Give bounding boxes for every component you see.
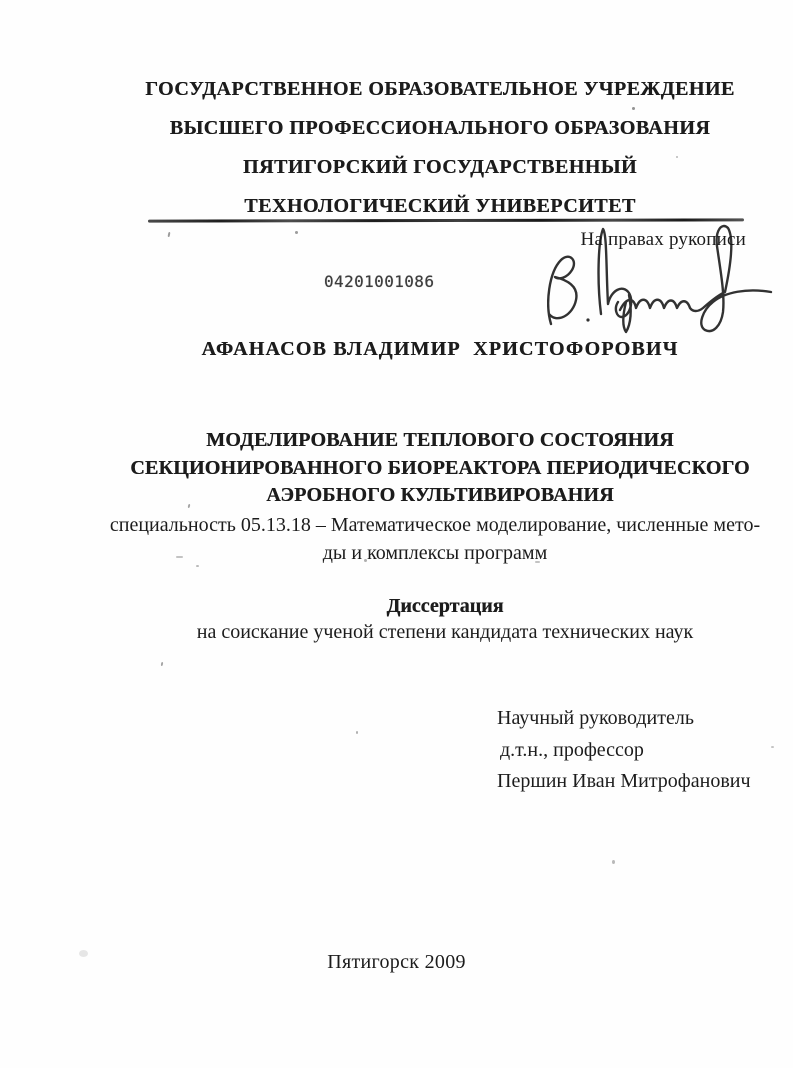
scan-speckle	[364, 559, 367, 562]
scan-speckle	[79, 950, 88, 957]
supervisor-name: Першин Иван Митрофанович	[497, 770, 751, 792]
title-line: СЕКЦИОНИРОВАННОГО БИОРЕАКТОРА ПЕРИОДИЧЕСКОГО	[130, 456, 750, 479]
scan-speckle	[771, 746, 774, 748]
title-line: МОДЕЛИРОВАНИЕ ТЕПЛОВОГО СОСТОЯНИЯ	[206, 429, 674, 451]
scan-speckle	[612, 860, 615, 864]
title-line: АЭРОБНОГО КУЛЬТИВИРОВАНИЯ	[266, 484, 614, 506]
scan-speckle	[632, 107, 635, 110]
scan-speckle	[676, 156, 678, 158]
city-year: Пятигорск 2009	[327, 951, 466, 973]
scan-speckle	[176, 556, 183, 558]
institution-header	[120, 70, 760, 226]
scan-speckle	[196, 565, 199, 567]
institution-line: ГОСУДАРСТВЕННОЕ ОБРАЗОВАТЕЛЬНОЕ УЧРЕЖДЕНИЕ	[145, 78, 735, 100]
thesis-degree-line: на соискание ученой степени кандидата технических наук	[196, 620, 694, 643]
specialty-line: ды и комплексы программ	[322, 542, 548, 564]
supervisor-block	[497, 703, 777, 798]
thesis-block	[125, 594, 765, 645]
specialty-line: специальность 05.13.18 – Математическое моделирование, численные мето-	[109, 514, 761, 536]
dissertation-title	[100, 427, 780, 510]
institution-line: ТЕХНОЛОГИЧЕСКИЙ УНИВЕРСИТЕТ	[244, 195, 636, 217]
institution-line: ПЯТИГОРСКИЙ ГОСУДАРСТВЕННЫЙ	[243, 156, 637, 178]
scan-speckle	[535, 561, 540, 563]
scan-speckle	[161, 662, 164, 666]
thesis-type-label: Диссертация	[386, 595, 504, 617]
institution-line: ВЫСШЕГО ПРОФЕССИОНАЛЬНОГО ОБРАЗОВАНИЯ	[169, 117, 711, 139]
scan-speckle	[168, 232, 171, 237]
author-name: АФАНАСОВ ВЛАДИМИР ХРИСТОФОРОВИЧ	[201, 338, 679, 360]
registration-number: 04201001086	[324, 272, 435, 291]
signature-handwriting	[535, 220, 785, 338]
manuscript-rights-note: На правах рукописи	[580, 229, 746, 250]
specialty-paragraph	[65, 511, 793, 567]
scan-speckle	[295, 231, 298, 234]
scan-speckle	[356, 731, 358, 734]
supervisor-role: Научный руководитель	[497, 707, 694, 729]
supervisor-degree: д.т.н., профессор	[500, 738, 644, 761]
